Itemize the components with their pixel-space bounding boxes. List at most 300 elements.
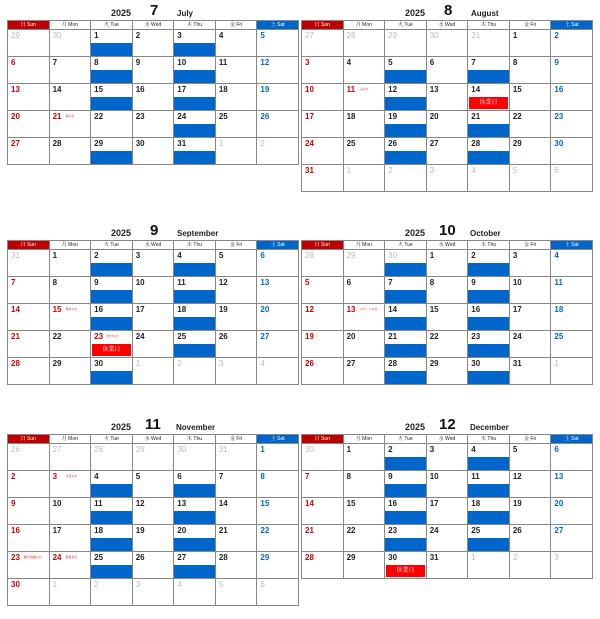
day-cell xyxy=(257,138,299,165)
calendar-year: 2025 xyxy=(111,228,132,238)
day-number: 2 xyxy=(471,251,476,260)
day-cell xyxy=(551,331,593,358)
day-number: 20 xyxy=(11,112,20,121)
day-number: 25 xyxy=(471,526,481,535)
day-number: 5 xyxy=(260,31,265,40)
day-number: 14 xyxy=(471,85,481,94)
day-number: 29 xyxy=(346,553,356,562)
day-number: 21 xyxy=(218,526,228,535)
weekday-header: 日 Sun xyxy=(302,241,344,250)
day-cell xyxy=(302,304,344,331)
day-number: 7 xyxy=(52,58,58,67)
day-number: 11 xyxy=(471,472,480,481)
day-number: 23 xyxy=(11,553,20,562)
day-cell xyxy=(8,498,50,525)
day-cell xyxy=(174,84,216,111)
day-cell xyxy=(426,331,468,358)
day-cell xyxy=(343,358,385,385)
day-cell xyxy=(551,165,593,192)
day-number: 29 xyxy=(52,359,62,368)
weekday-header: 月 Mon xyxy=(343,21,385,30)
day-cell xyxy=(426,84,468,111)
day-number: 21 xyxy=(11,332,20,341)
weekday-header: 金 Fri xyxy=(215,21,257,30)
week-row xyxy=(302,331,593,358)
day-number: 7 xyxy=(218,472,224,481)
day-number: 13 xyxy=(346,305,356,314)
day-cell xyxy=(8,138,50,165)
holiday-label: 秋分の日 xyxy=(107,334,120,338)
day-cell xyxy=(509,444,551,471)
day-cell xyxy=(132,277,174,304)
day-cell xyxy=(49,138,91,165)
calendar-month-number: 10 xyxy=(439,222,456,239)
day-number: 31 xyxy=(429,553,439,562)
day-number: 25 xyxy=(94,553,104,562)
week-row xyxy=(302,444,593,471)
day-cell xyxy=(343,471,385,498)
day-number: 5 xyxy=(388,58,393,67)
weekday-header: 火 Tue xyxy=(91,21,133,30)
day-number: 29 xyxy=(429,359,439,368)
weekday-header-row xyxy=(302,21,593,30)
day-cell xyxy=(551,84,593,111)
day-cell xyxy=(302,138,344,165)
day-number: 6 xyxy=(260,580,265,589)
day-cell xyxy=(468,84,510,111)
calendar-year: 2025 xyxy=(111,422,132,432)
day-number: 12 xyxy=(218,278,228,287)
day-cell xyxy=(8,277,50,304)
day-number: 4 xyxy=(177,251,182,260)
day-number: 12 xyxy=(305,305,314,314)
week-row xyxy=(302,111,593,138)
weekday-header: 月 Mon xyxy=(49,241,91,250)
day-cell xyxy=(426,304,468,331)
day-cell xyxy=(302,57,344,84)
day-cell xyxy=(468,471,510,498)
day-cell xyxy=(302,525,344,552)
weekday-header-row xyxy=(8,241,299,250)
day-number: 16 xyxy=(135,85,145,94)
day-cell xyxy=(8,525,50,552)
day-cell xyxy=(215,304,257,331)
weekday-header: 月 Mon xyxy=(343,435,385,444)
day-number: 29 xyxy=(512,139,522,148)
day-cell xyxy=(468,57,510,84)
day-number: 16 xyxy=(554,85,564,94)
day-cell xyxy=(385,525,427,552)
day-cell xyxy=(49,331,91,358)
day-cell xyxy=(257,250,299,277)
weekday-header: 水 Wed xyxy=(426,21,468,30)
day-cell xyxy=(91,250,133,277)
weekday-header-row xyxy=(8,21,299,30)
calendar-month-name: August xyxy=(471,9,499,18)
weekday-header: 土 Sat xyxy=(257,241,299,250)
weekday-header: 火 Tue xyxy=(385,241,427,250)
week-row xyxy=(8,579,299,606)
day-number: 22 xyxy=(52,332,62,341)
day-cell xyxy=(426,250,468,277)
weekday-header-row xyxy=(8,435,299,444)
week-row xyxy=(8,111,299,138)
day-number: 27 xyxy=(554,526,564,535)
day-cell xyxy=(468,552,510,579)
day-cell xyxy=(174,277,216,304)
day-number: 14 xyxy=(52,85,62,94)
day-number: 2 xyxy=(388,166,393,175)
day-cell xyxy=(91,138,133,165)
week-row xyxy=(302,498,593,525)
day-cell xyxy=(426,498,468,525)
day-cell xyxy=(174,498,216,525)
day-number: 15 xyxy=(52,305,62,314)
day-cell xyxy=(174,525,216,552)
day-cell xyxy=(509,358,551,385)
weekday-header-row xyxy=(302,435,593,444)
day-number: 21 xyxy=(471,112,481,121)
day-number: 7 xyxy=(471,58,476,67)
day-cell xyxy=(302,165,344,192)
day-cell xyxy=(174,138,216,165)
weekday-header: 金 Fri xyxy=(215,241,257,250)
day-cell xyxy=(91,304,133,331)
day-number: 3 xyxy=(135,580,141,589)
day-number: 14 xyxy=(218,499,228,508)
day-cell xyxy=(551,57,593,84)
week-row xyxy=(8,138,299,165)
day-number: 2 xyxy=(94,251,99,260)
day-number: 11 xyxy=(554,278,563,287)
day-cell xyxy=(343,111,385,138)
day-cell xyxy=(468,138,510,165)
week-row xyxy=(302,57,593,84)
day-number: 24 xyxy=(177,112,187,121)
weekday-header: 水 Wed xyxy=(132,241,174,250)
day-cell xyxy=(49,111,91,138)
day-cell xyxy=(551,250,593,277)
day-number: 11 xyxy=(177,278,186,287)
day-cell xyxy=(426,277,468,304)
day-number: 22 xyxy=(260,526,270,535)
day-number: 18 xyxy=(554,305,564,314)
weekday-header: 水 Wed xyxy=(426,241,468,250)
day-number: 4 xyxy=(346,58,352,67)
day-cell xyxy=(509,30,551,57)
day-cell xyxy=(8,358,50,385)
weekday-header: 木 Thu xyxy=(468,435,510,444)
day-cell xyxy=(174,304,216,331)
day-cell xyxy=(91,471,133,498)
day-number: 25 xyxy=(218,112,228,121)
calendar-month-number: 9 xyxy=(150,222,159,239)
week-row xyxy=(8,304,299,331)
day-number: 31 xyxy=(11,251,20,260)
day-number: 1 xyxy=(346,445,352,454)
day-cell xyxy=(343,552,385,579)
day-number: 1 xyxy=(471,553,476,562)
day-number: 25 xyxy=(346,139,356,148)
weekday-header: 土 Sat xyxy=(551,21,593,30)
month-calendar xyxy=(301,222,593,385)
weekday-header: 日 Sun xyxy=(8,241,50,250)
day-cell xyxy=(215,331,257,358)
calendar-title xyxy=(7,222,299,240)
day-cell xyxy=(343,498,385,525)
day-cell xyxy=(215,525,257,552)
day-number: 27 xyxy=(305,31,314,40)
week-row xyxy=(302,30,593,57)
day-cell xyxy=(468,30,510,57)
day-cell xyxy=(509,471,551,498)
day-number: 5 xyxy=(305,278,310,287)
closed-day-badge: 休業日 xyxy=(92,344,131,356)
day-number: 18 xyxy=(94,526,104,535)
day-number: 29 xyxy=(388,31,398,40)
holiday-label: 振替休日 xyxy=(65,555,78,559)
day-cell xyxy=(91,84,133,111)
day-number: 10 xyxy=(177,58,187,67)
day-number: 6 xyxy=(429,58,435,67)
day-cell xyxy=(174,552,216,579)
weekday-header: 木 Thu xyxy=(174,435,216,444)
day-cell xyxy=(509,331,551,358)
day-cell xyxy=(302,30,344,57)
day-cell xyxy=(8,444,50,471)
weekday-header: 金 Fri xyxy=(509,435,551,444)
day-cell xyxy=(343,304,385,331)
day-number: 30 xyxy=(177,445,187,454)
day-number: 5 xyxy=(218,251,224,260)
day-cell xyxy=(509,138,551,165)
day-cell xyxy=(343,138,385,165)
closed-day-badge: 休業日 xyxy=(469,97,508,109)
week-row xyxy=(302,304,593,331)
day-cell xyxy=(215,277,257,304)
day-cell xyxy=(257,358,299,385)
day-cell xyxy=(551,552,593,579)
day-number: 15 xyxy=(94,85,104,94)
day-cell xyxy=(385,165,427,192)
day-number: 30 xyxy=(94,359,104,368)
calendar-month-number: 11 xyxy=(145,416,161,433)
day-cell xyxy=(257,498,299,525)
day-number: 1 xyxy=(135,359,141,368)
day-number: 26 xyxy=(260,112,270,121)
day-cell xyxy=(385,250,427,277)
day-number: 30 xyxy=(554,139,564,148)
day-cell xyxy=(91,331,133,358)
weekday-header: 日 Sun xyxy=(302,21,344,30)
weekday-header: 火 Tue xyxy=(91,241,133,250)
day-cell xyxy=(257,304,299,331)
day-cell xyxy=(551,138,593,165)
closed-day-badge: 休業日 xyxy=(386,565,425,577)
day-number: 6 xyxy=(177,472,182,481)
day-cell xyxy=(91,57,133,84)
day-number: 30 xyxy=(52,31,62,40)
day-cell xyxy=(385,57,427,84)
day-cell xyxy=(49,250,91,277)
week-row xyxy=(8,358,299,385)
day-number: 6 xyxy=(554,445,559,454)
day-cell xyxy=(8,30,50,57)
day-number: 8 xyxy=(52,278,58,287)
calendar-title xyxy=(7,416,299,434)
day-cell xyxy=(426,138,468,165)
day-number: 28 xyxy=(94,445,104,454)
day-cell xyxy=(343,444,385,471)
day-number: 26 xyxy=(512,526,522,535)
day-number: 26 xyxy=(135,553,145,562)
day-number: 31 xyxy=(512,359,522,368)
day-cell xyxy=(551,30,593,57)
day-cell xyxy=(257,471,299,498)
day-cell xyxy=(132,498,174,525)
day-cell xyxy=(468,331,510,358)
day-cell xyxy=(302,444,344,471)
day-cell xyxy=(551,358,593,385)
day-number: 26 xyxy=(388,139,398,148)
day-cell xyxy=(174,57,216,84)
day-number: 6 xyxy=(11,58,16,67)
day-number: 17 xyxy=(135,305,145,314)
calendar-month-name: September xyxy=(177,229,219,238)
weekday-header: 土 Sat xyxy=(551,435,593,444)
day-number: 5 xyxy=(512,445,518,454)
week-row xyxy=(8,331,299,358)
day-number: 24 xyxy=(512,332,522,341)
day-number: 27 xyxy=(260,332,270,341)
day-number: 3 xyxy=(554,553,559,562)
day-cell xyxy=(215,358,257,385)
day-number: 10 xyxy=(305,85,314,94)
day-number: 5 xyxy=(218,580,224,589)
day-cell xyxy=(509,111,551,138)
day-cell xyxy=(49,358,91,385)
day-number: 29 xyxy=(11,31,20,40)
day-number: 23 xyxy=(388,526,398,535)
day-number: 2 xyxy=(94,580,99,589)
day-cell xyxy=(343,331,385,358)
day-number: 1 xyxy=(346,166,352,175)
day-cell xyxy=(509,525,551,552)
day-cell xyxy=(257,579,299,606)
day-cell xyxy=(215,57,257,84)
holiday-label: スポーツの日 xyxy=(359,307,378,311)
day-number: 23 xyxy=(94,332,104,341)
day-number: 16 xyxy=(471,305,481,314)
day-number: 13 xyxy=(11,85,20,94)
weekday-header: 月 Mon xyxy=(49,435,91,444)
day-number: 10 xyxy=(135,278,145,287)
day-number: 13 xyxy=(177,499,187,508)
month-calendar xyxy=(7,222,299,385)
day-number: 19 xyxy=(512,499,522,508)
day-cell xyxy=(8,111,50,138)
day-number: 27 xyxy=(52,445,62,454)
day-cell xyxy=(551,444,593,471)
day-cell xyxy=(8,331,50,358)
day-number: 3 xyxy=(512,251,518,260)
day-number: 31 xyxy=(305,166,314,175)
day-cell xyxy=(343,30,385,57)
day-cell xyxy=(215,579,257,606)
month-calendar xyxy=(7,2,299,165)
holiday-label: 勤労感謝の日 xyxy=(24,555,43,559)
day-cell xyxy=(509,277,551,304)
day-number: 23 xyxy=(135,112,145,121)
day-number: 8 xyxy=(512,58,518,67)
weekday-header: 木 Thu xyxy=(468,21,510,30)
day-number: 10 xyxy=(512,278,522,287)
weekday-header: 火 Tue xyxy=(91,435,133,444)
day-cell xyxy=(49,30,91,57)
day-number: 18 xyxy=(471,499,481,508)
day-cell xyxy=(385,358,427,385)
day-cell xyxy=(426,525,468,552)
day-cell xyxy=(385,498,427,525)
calendar-title xyxy=(301,416,593,434)
weekday-header: 土 Sat xyxy=(257,21,299,30)
day-number: 8 xyxy=(94,58,99,67)
day-number: 1 xyxy=(554,359,559,368)
day-cell xyxy=(8,471,50,498)
day-number: 9 xyxy=(94,278,99,287)
day-cell xyxy=(509,250,551,277)
day-number: 18 xyxy=(346,112,356,121)
day-cell xyxy=(91,552,133,579)
day-number: 12 xyxy=(388,85,398,94)
day-cell xyxy=(509,552,551,579)
day-number: 12 xyxy=(512,472,522,481)
calendar-month-name: July xyxy=(177,9,194,18)
day-cell xyxy=(426,552,468,579)
day-number: 9 xyxy=(388,472,393,481)
day-number: 2 xyxy=(177,359,182,368)
day-number: 30 xyxy=(388,251,398,260)
day-number: 22 xyxy=(94,112,104,121)
day-cell xyxy=(91,498,133,525)
day-cell xyxy=(91,579,133,606)
day-number: 20 xyxy=(429,112,439,121)
calendar-title xyxy=(301,2,593,20)
day-number: 20 xyxy=(260,305,270,314)
day-cell xyxy=(174,579,216,606)
day-cell xyxy=(132,444,174,471)
day-number: 28 xyxy=(346,31,356,40)
day-cell xyxy=(343,250,385,277)
day-cell xyxy=(215,30,257,57)
day-cell xyxy=(385,277,427,304)
day-number: 19 xyxy=(388,112,398,121)
day-cell xyxy=(215,84,257,111)
day-cell xyxy=(132,525,174,552)
day-number: 25 xyxy=(177,332,187,341)
day-cell xyxy=(174,250,216,277)
day-cell xyxy=(91,30,133,57)
weekday-header: 木 Thu xyxy=(174,21,216,30)
day-cell xyxy=(302,84,344,111)
day-cell xyxy=(8,304,50,331)
day-cell xyxy=(509,498,551,525)
day-number: 22 xyxy=(512,112,522,121)
weekday-header: 日 Sun xyxy=(302,435,344,444)
day-number: 30 xyxy=(429,31,439,40)
calendar-title xyxy=(301,222,593,240)
day-number: 21 xyxy=(388,332,398,341)
